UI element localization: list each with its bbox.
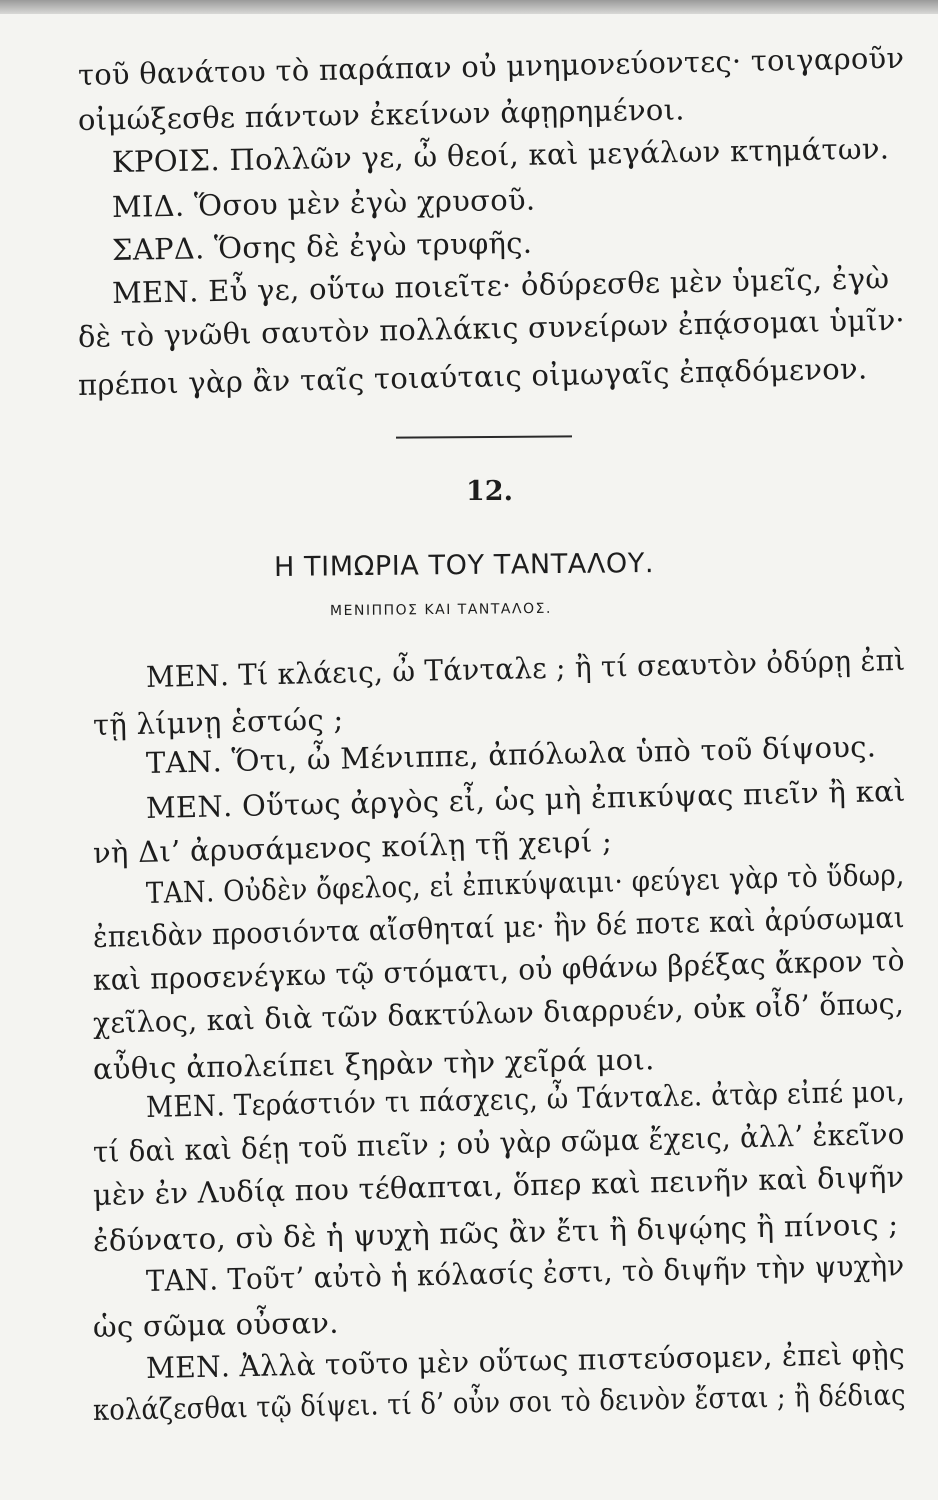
text-line: ΜΕΝ. Οὕτως ἀργὸς εἶ, ὡς μὴ ἐπικύψας πιεῖν ἢ καὶ — [145, 773, 906, 825]
text-line: ΜΙΔ. Ὅσου μὲν ἐγὼ χρυσοῦ. — [111, 182, 536, 224]
text-line: ΣΑΡΔ. Ὅσης δὲ ἐγὼ τρυφῆς. — [111, 225, 533, 267]
text-line: ΜΕΝ. Ἀλλὰ τοῦτο μὲν οὕτως πιστεύσομεν, ἐπεὶ φῂς — [145, 1336, 906, 1385]
text-line: μὲν ἐν Λυδίᾳ που τέθαπται, ὅπερ καὶ πεινῆν καὶ διψῆν — [92, 1159, 905, 1212]
text-line: τί δαὶ καὶ δέῃ τοῦ πιεῖν ; οὐ γὰρ σῶμα ἔχεις, ἀλλ’ ἐκεῖνο — [92, 1116, 905, 1169]
text-line: τοῦ θανάτου τὸ παράπαν οὐ μνημονεύοντες· τοιγαροῦν — [77, 40, 905, 92]
text-line: οἰμώξεσθε πάντων ἐκείνων ἀφῃρημένοι. — [77, 92, 686, 137]
text-line: ΜΕΝ. Τεράστιόν τι πάσχεις, ὦ Τάνταλε. ἀτὰρ εἰπέ μοι, — [145, 1074, 906, 1124]
text-line: δὲ τὸ γνῶθι σαυτὸν πολλάκις συνείρων ἐπᾴσομαι ὑμῖν· — [77, 302, 906, 354]
section-subtitle: ΜΕΝΙΠΠΟΣ ΚΑΙ ΤΑΝΤΑΛΟΣ. — [329, 600, 552, 620]
text-line: πρέποι γὰρ ἂν ταῖς τοιαύταις οἰμωγαῖς ἐπᾳδόμενον. — [77, 351, 868, 402]
text-line: ΜΕΝ. Εὖ γε, οὕτω ποιεῖτε· ὀδύρεσθε μὲν ὑμεῖς, ἐγὼ — [111, 261, 890, 310]
text-line: τῇ λίμνῃ ἑστώς ; — [92, 702, 344, 742]
section-title: Η ΤΙΜΩΡΙΑ ΤΟΥ ΤΑΝΤΑΛΟΥ. — [273, 548, 655, 583]
text-line: καὶ προσενέγκω τῷ στόματι, οὐ φθάνω βρέξας ἄκρον τὸ — [92, 943, 906, 997]
scan-top-strip — [0, 0, 938, 14]
text-line: ὡς σῶμα οὖσαν. — [92, 1305, 339, 1344]
text-line: ΤΑΝ. Ὅτι, ὦ Μένιππε, ἀπόλωλα ὑπὸ τοῦ δίψους. — [145, 729, 877, 780]
text-line: ΤΑΝ. Τοῦτ’ αὐτὸ ἡ κόλασίς ἐστι, τὸ διψῆν τὴν ψυχὴν — [145, 1248, 905, 1298]
text-line: κολάζεσθαι τῷ δίψει. τί δ’ οὖν σοι τὸ δεινὸν ἔσται ; ἢ δέδιας — [92, 1377, 906, 1427]
text-line: ἐπειδὰν προσιόντα αἴσθηταί με· ἢν δέ ποτε καὶ ἀρύσωμαι — [92, 900, 906, 954]
section-number: 12. — [466, 476, 513, 507]
text-line: ΜΕΝ. Τί κλάεις, ὦ Τάνταλε ; ἢ τί σεαυτὸν ὀδύρῃ ἐπὶ — [145, 642, 906, 694]
text-line: χεῖλος, καὶ διὰ τῶν δακτύλων διαρρυέν, οὐκ οἶδ’ ὅπως, — [92, 986, 905, 1040]
text-line: ΚΡΟΙΣ. Πολλῶν γε, ὦ θεοί, καὶ μεγάλων κτημάτων. — [111, 131, 890, 179]
text-line: ἐδύνατο, σὺ δὲ ἡ ψυχὴ πῶς ἂν ἔτι ἢ διψῴης ἢ πίνοις ; — [92, 1207, 899, 1258]
text-line: αὖθις ἀπολείπει ξηρὰν τὴν χεῖρά μοι. — [92, 1042, 655, 1086]
text-line: νὴ Δι’ ἀρυσάμενος κοίλῃ τῇ χειρί ; — [92, 824, 613, 870]
text-line: ΤΑΝ. Οὐδὲν ὄφελος, εἰ ἐπικύψαιμι· φεύγει γὰρ τὸ ὕδωρ, — [145, 857, 905, 910]
